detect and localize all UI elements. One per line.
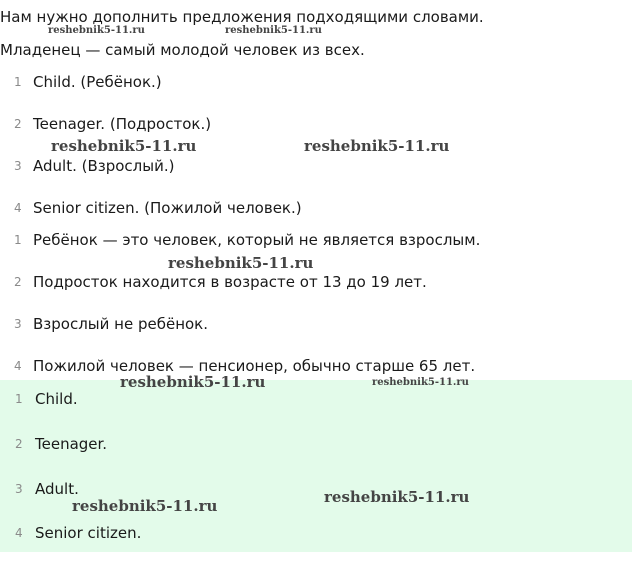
item-number: 1 <box>15 392 23 406</box>
watermark: reshebnik5-11.ru <box>372 377 469 388</box>
item-text: Adult. (Взрослый.) <box>33 157 175 175</box>
answer-box <box>0 380 632 552</box>
intro-line-2: Младенец — самый молодой человек из всех. <box>0 41 365 59</box>
item-number: 2 <box>15 437 23 451</box>
watermark: reshebnik5-11.ru <box>304 137 450 155</box>
watermark: reshebnik5-11.ru <box>48 25 145 36</box>
watermark: reshebnik5-11.ru <box>168 254 314 272</box>
item-text: Teenager. <box>35 435 108 453</box>
item-text: Child. <box>35 390 78 408</box>
item-number: 1 <box>14 75 22 89</box>
watermark: reshebnik5-11.ru <box>225 25 322 36</box>
intro-line-1: Нам нужно дополнить предложения подходящими словами. <box>0 8 484 26</box>
item-text: Ребёнок — это человек, который не является взрослым. <box>33 231 481 249</box>
item-text: Senior citizen. <box>35 524 142 542</box>
watermark: reshebnik5-11.ru <box>120 373 266 391</box>
item-number: 4 <box>15 526 23 540</box>
item-number: 1 <box>14 233 22 247</box>
item-text: Взрослый не ребёнок. <box>33 315 209 333</box>
item-text: Подросток находится в возрасте от 13 до 19 лет. <box>33 273 427 291</box>
item-text: Adult. <box>35 480 79 498</box>
item-text: Child. (Ребёнок.) <box>33 73 162 91</box>
item-number: 3 <box>14 159 22 173</box>
item-number: 4 <box>14 201 22 215</box>
item-text: Teenager. (Подросток.) <box>33 115 212 133</box>
item-number: 2 <box>14 117 22 131</box>
watermark: reshebnik5-11.ru <box>324 488 470 506</box>
watermark: reshebnik5-11.ru <box>72 497 218 515</box>
item-number: 4 <box>14 359 22 373</box>
item-number: 3 <box>14 317 22 331</box>
item-number: 2 <box>14 275 22 289</box>
item-number: 3 <box>15 482 23 496</box>
watermark: reshebnik5-11.ru <box>51 137 197 155</box>
item-text: Senior citizen. (Пожилой человек.) <box>33 199 302 217</box>
item-text: Пожилой человек — пенсионер, обычно старше 65 лет. <box>33 357 476 375</box>
